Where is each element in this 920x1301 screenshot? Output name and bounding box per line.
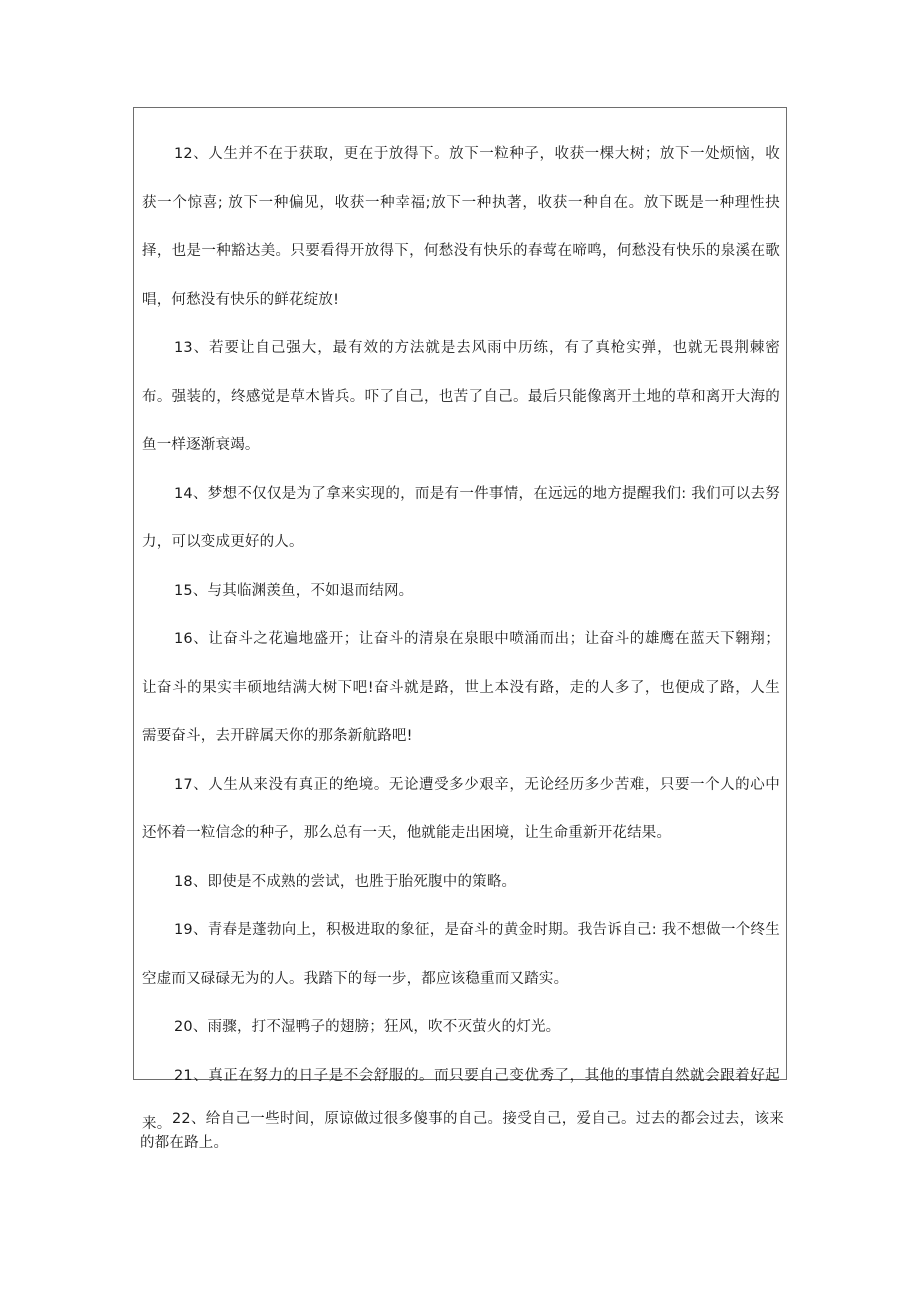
quote-paragraph-20: 20、雨骤，打不湿鸭子的翅膀；狂风，吹不灭萤火的灯光。 — [174, 1019, 561, 1035]
quote-paragraph-19: 19、青春是蓬勃向上，积极进取的象征，是奋斗的黄金时期。我告诉自己: 我不想做一个终生空虚而又碌碌无为的人。我踏下的每一步，都应该稳重而又踏实。 — [142, 922, 780, 987]
quote-paragraph-21: 21、真正在努力的日子是不会舒服的。而只要自己变优秀了，其他的事情自然就会跟着好起来。 — [142, 1067, 780, 1132]
quote-paragraph-13: 13、若要让自己强大，最有效的方法就是去风雨中历练，有了真枪实弹，也就无畏荆棘密布。强装的，终感觉是草木皆兵。吓了自己，也苦了自己。最后只能像离开土地的草和离开大海的鱼一样逐渐衰竭。 — [142, 340, 780, 453]
quote-paragraph-22: 22、给自己一些时间，原谅做过很多傻事的自己。接受自己，爱自己。过去的都会过去，该来的都在路上。 — [140, 1111, 784, 1151]
quote-paragraph-14: 14、梦想不仅仅是为了拿来实现的，而是有一件事情，在远远的地方提醒我们: 我们可以去努力，可以变成更好的人。 — [142, 485, 780, 550]
quote-paragraph-16: 16、让奋斗之花遍地盛开；让奋斗的清泉在泉眼中喷涌而出；让奋斗的雄鹰在蓝天下翱翔；让奋斗的果实丰硕地结满大树下吧!奋斗就是路，世上本没有路，走的人多了，也便成了路，人生需要奋斗，去开辟属天你的那条新航路吧! — [142, 631, 780, 744]
quote-paragraph-15: 15、与其临渊羡鱼，不如退而结网。 — [174, 582, 414, 599]
quote-paragraph-17: 17、人生从来没有真正的绝境。无论遭受多少艰辛，无论经历多少苦难，只要一个人的心中还怀着一粒信念的种子，那么总有一天，他就能走出困境，让生命重新开花结果。 — [142, 776, 780, 841]
quote-paragraph-18: 18、即使是不成熟的尝试，也胜于胎死腹中的策略。 — [174, 873, 517, 890]
quote-paragraph-12: 12、人生并不在于获取，更在于放得下。放下一粒种子，收获一棵大树；放下一处烦恼，收获一个惊喜; 放下一种偏见，收获一种幸福;放下一种执著，收获一种自在。放下既是一种理性抉择，也是一种豁达美。只要看得开放得下，何愁没有快乐的春莺在啼鸣，何愁没有快乐的泉溪在歌唱，何愁没有快乐的鲜花绽放! — [142, 146, 780, 308]
